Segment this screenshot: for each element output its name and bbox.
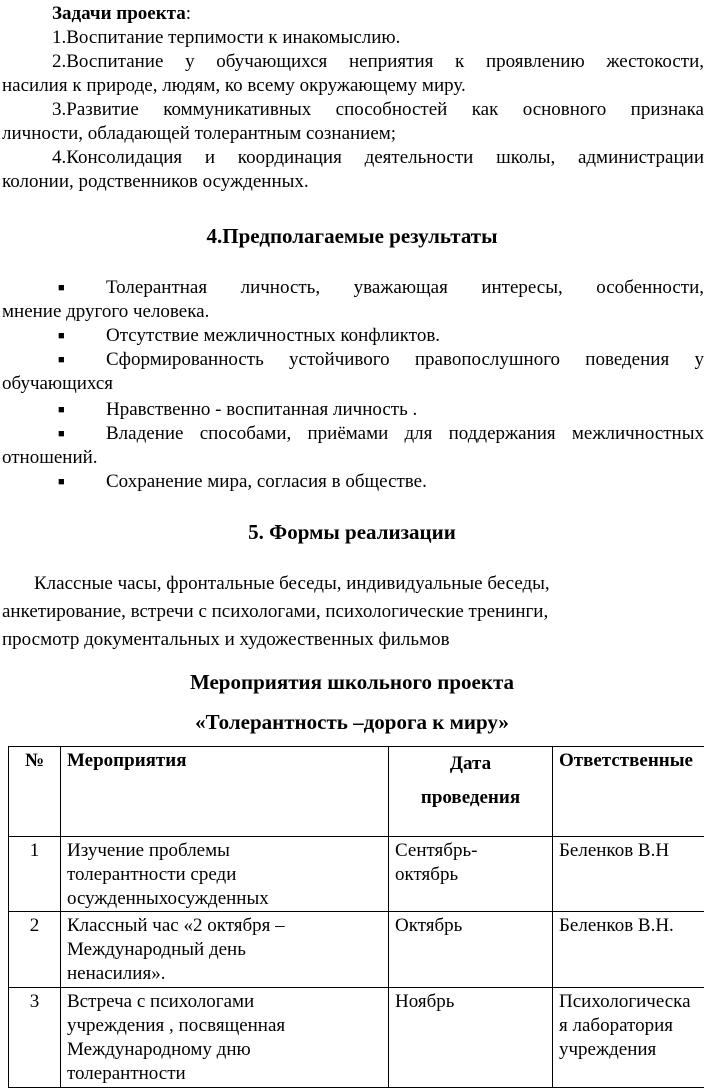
- bullet-icon: ■: [58, 324, 65, 348]
- row-num: 3: [9, 988, 61, 1088]
- bullet-icon: ■: [58, 276, 65, 300]
- tasks-title: Задачи проекта: [52, 3, 186, 24]
- row-responsible: [553, 912, 704, 988]
- task-1: 1.Воспитание терпимости к инакомыслию.: [52, 26, 400, 50]
- result-4: Нравственно - воспитанная личность .: [106, 398, 417, 422]
- row-date-line: октябрь: [395, 863, 546, 887]
- row-date-line: Ноябрь: [395, 990, 546, 1014]
- forms-line-2: анкетирование, встречи с психологами, психологические тренинги,: [2, 598, 548, 626]
- row-event-line: учреждения , посвященная: [67, 1014, 382, 1038]
- row-event: [61, 988, 389, 1088]
- result-3-line-1: Сформированность устойчивого правопослушного поведения у: [106, 348, 704, 372]
- row-num: 1: [9, 837, 61, 912]
- row-responsible-line: Беленков В.Н: [559, 839, 704, 863]
- row-event-line: Встреча с психологами: [67, 990, 382, 1014]
- row-responsible-line: Беленков В.Н.: [559, 914, 704, 938]
- result-1-line-2: мнение другого человека.: [2, 300, 209, 324]
- header-num: №: [9, 747, 61, 837]
- result-3-line-2: обучающихся: [2, 372, 113, 396]
- row-responsible: [553, 988, 704, 1088]
- bullet-icon: ■: [58, 422, 65, 446]
- row-event: [61, 912, 389, 988]
- row-event-line: осужденныхосужденных: [67, 887, 382, 911]
- header-responsible: Ответственные: [553, 747, 704, 837]
- row-responsible-line: Психологическа: [559, 990, 704, 1014]
- header-date-line-1: Дата: [395, 747, 546, 781]
- table-row: [9, 988, 704, 1088]
- result-5-line-2: отношений.: [2, 446, 98, 470]
- row-event-line: Классный час «2 октября –: [67, 914, 382, 938]
- result-6: Сохранение мира, согласия в обществе.: [106, 470, 427, 494]
- events-table: [8, 746, 704, 1088]
- row-num: 2: [9, 912, 61, 988]
- row-date-line: Сентябрь-: [395, 839, 546, 863]
- table-row: [9, 912, 704, 988]
- task-4-line-1: 4.Консолидация и координация деятельности школы, администрации: [52, 146, 704, 170]
- bullet-icon: ■: [58, 470, 65, 494]
- row-event-line: Изучение проблемы: [67, 839, 382, 863]
- row-date: [389, 912, 553, 988]
- row-event-line: толерантности: [67, 1062, 382, 1086]
- events-title-1: Мероприятия школьного проекта: [0, 668, 704, 696]
- results-heading: 4.Предполагаемые результаты: [0, 222, 704, 250]
- task-2-line-2: насилия к природе, людям, ко всему окружающему миру.: [2, 74, 466, 98]
- row-date-line: Октябрь: [395, 914, 546, 938]
- row-responsible-line: я лаборатория: [559, 1014, 704, 1038]
- result-5-line-1: Владение способами, приёмами для поддержания межличностных: [106, 422, 704, 446]
- task-2-line-1: 2.Воспитание у обучающихся неприятия к проявлению жестокости,: [52, 50, 704, 74]
- header-date: [389, 747, 553, 837]
- header-date-line-2: проведения: [395, 781, 546, 815]
- row-responsible-line: учреждения: [559, 1038, 704, 1062]
- forms-line-1: Классные часы, фронтальные беседы, индивидуальные беседы,: [34, 570, 550, 598]
- forms-line-3: просмотр документальных и художественных фильмов: [2, 626, 450, 654]
- tasks-heading: [52, 2, 191, 26]
- result-1-line-1: Толерантная личность, уважающая интересы, особенности,: [106, 276, 704, 300]
- task-4-line-2: колонии, родственников осужденных.: [2, 170, 309, 194]
- result-2: Отсутствие межличностных конфликтов.: [106, 324, 440, 348]
- events-title-2: «Толерантность –дорога к миру»: [0, 708, 704, 736]
- header-events: Мероприятия: [61, 747, 389, 837]
- row-responsible: [553, 837, 704, 912]
- task-3-line-2: личности, обладающей толерантным сознанием;: [2, 122, 396, 146]
- bullet-icon: ■: [58, 348, 65, 372]
- row-date: [389, 837, 553, 912]
- row-event-line: Международный день: [67, 938, 382, 962]
- row-event-line: толерантности среди: [67, 863, 382, 887]
- row-event-line: Международному дню: [67, 1038, 382, 1062]
- table-row: [9, 837, 704, 912]
- task-3-line-1: 3.Развитие коммуникативных способностей как основного признака: [52, 98, 704, 122]
- row-event: [61, 837, 389, 912]
- bullet-icon: ■: [58, 398, 65, 422]
- tasks-colon: :: [186, 3, 191, 24]
- table-header-row: [9, 747, 704, 837]
- row-event-line: ненасилия».: [67, 962, 382, 986]
- forms-heading: 5. Формы реализации: [0, 518, 704, 546]
- row-date: [389, 988, 553, 1088]
